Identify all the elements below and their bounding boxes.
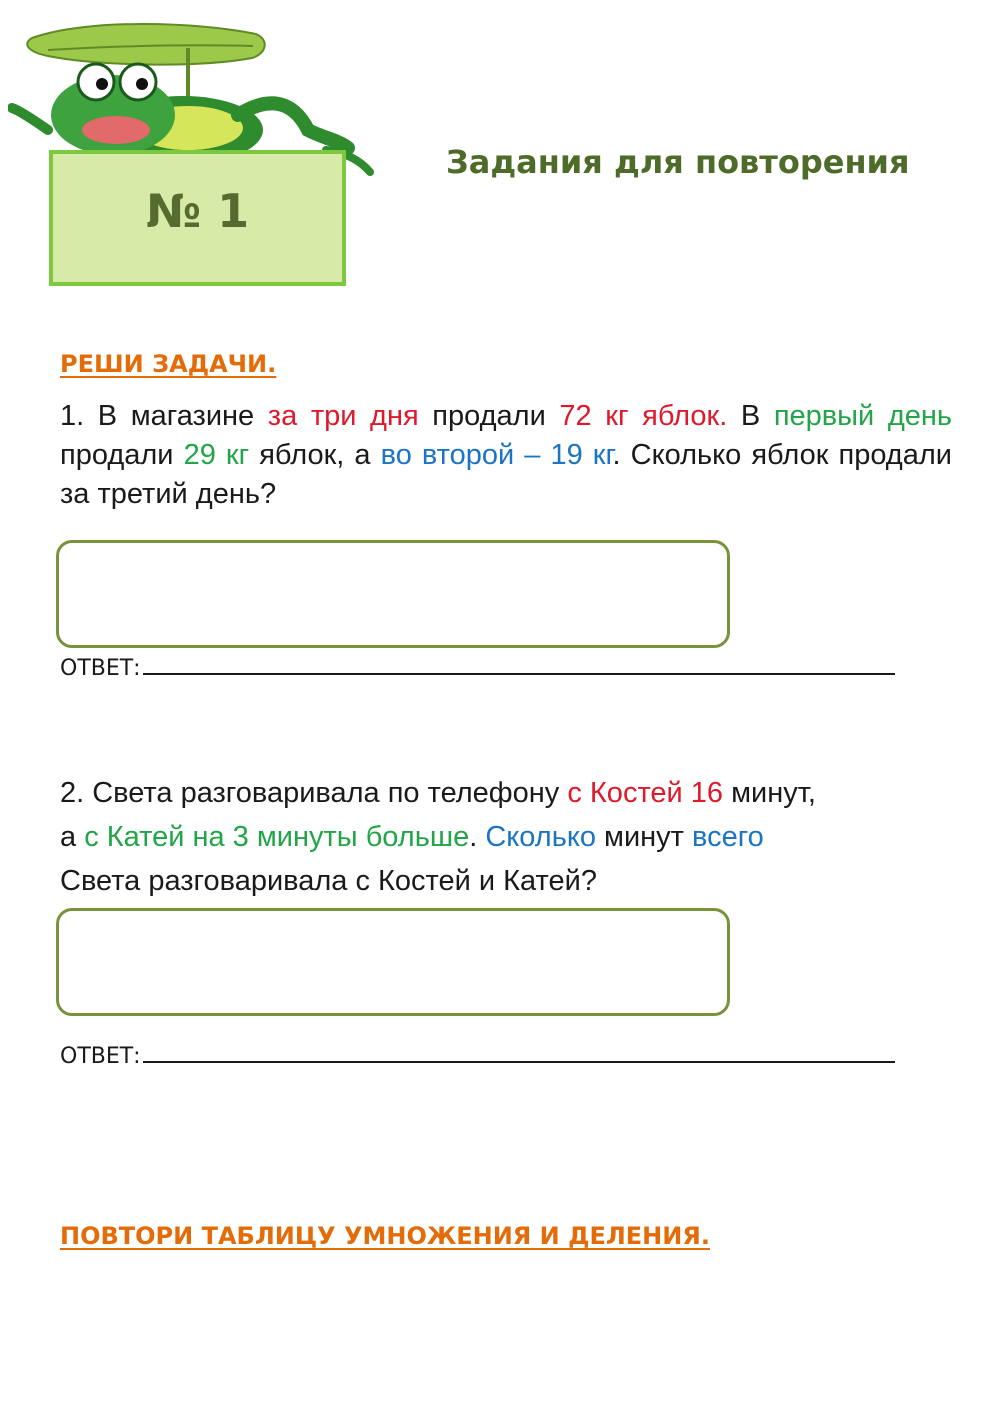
text-run: продали (418, 400, 560, 432)
text-run: . Сколько яблок продали за третий день? (60, 439, 952, 510)
text-run: 1. В магазине (60, 400, 268, 432)
problem-2-text (60, 771, 952, 903)
answer-line-1 (60, 655, 895, 681)
text-run: . (469, 821, 486, 853)
task-number-badge (49, 150, 346, 286)
text-run: В (727, 400, 774, 432)
answer-box-1[interactable] (56, 540, 730, 648)
text-run: 2. Света разговаривала по телефону (60, 777, 568, 809)
section-heading-multiplication: ПОВТОРИ ТАБЛИЦУ УМНОЖЕНИЯ И ДЕЛЕНИЯ. (60, 1222, 710, 1250)
task-number: № 1 (145, 184, 250, 238)
answer-box-2[interactable] (56, 908, 730, 1016)
answer-blank[interactable] (143, 1043, 895, 1063)
highlight-blue: всего (692, 821, 764, 853)
highlight-red: с Костей 16 (567, 777, 724, 809)
highlight-red: 72 кг яблок. (559, 400, 728, 432)
highlight-green: 29 кг (183, 439, 250, 471)
text-run: минут, (723, 777, 816, 809)
highlight-blue: Сколько (485, 821, 596, 853)
answer-line-2 (60, 1043, 895, 1069)
section-heading-solve: РЕШИ ЗАДАЧИ. (60, 350, 277, 378)
text-run: продали (60, 439, 184, 471)
page-title: Задания для повторения (446, 143, 910, 181)
answer-label: ОТВЕТ: (60, 656, 141, 681)
highlight-red: за три дня (267, 400, 419, 432)
problem-1-text (60, 397, 952, 514)
answer-blank[interactable] (143, 655, 895, 675)
text-run: Света разговаривала с Костей и Катей? (60, 865, 597, 897)
text-run: минут (595, 821, 693, 853)
highlight-blue: во второй – 19 кг (380, 439, 613, 471)
highlight-green: с Катей на 3 минуты больше (84, 821, 470, 853)
text-run: а (60, 821, 85, 853)
text-run: яблок, а (249, 439, 381, 471)
highlight-green: первый день (773, 400, 952, 432)
answer-label: ОТВЕТ: (60, 1044, 141, 1069)
